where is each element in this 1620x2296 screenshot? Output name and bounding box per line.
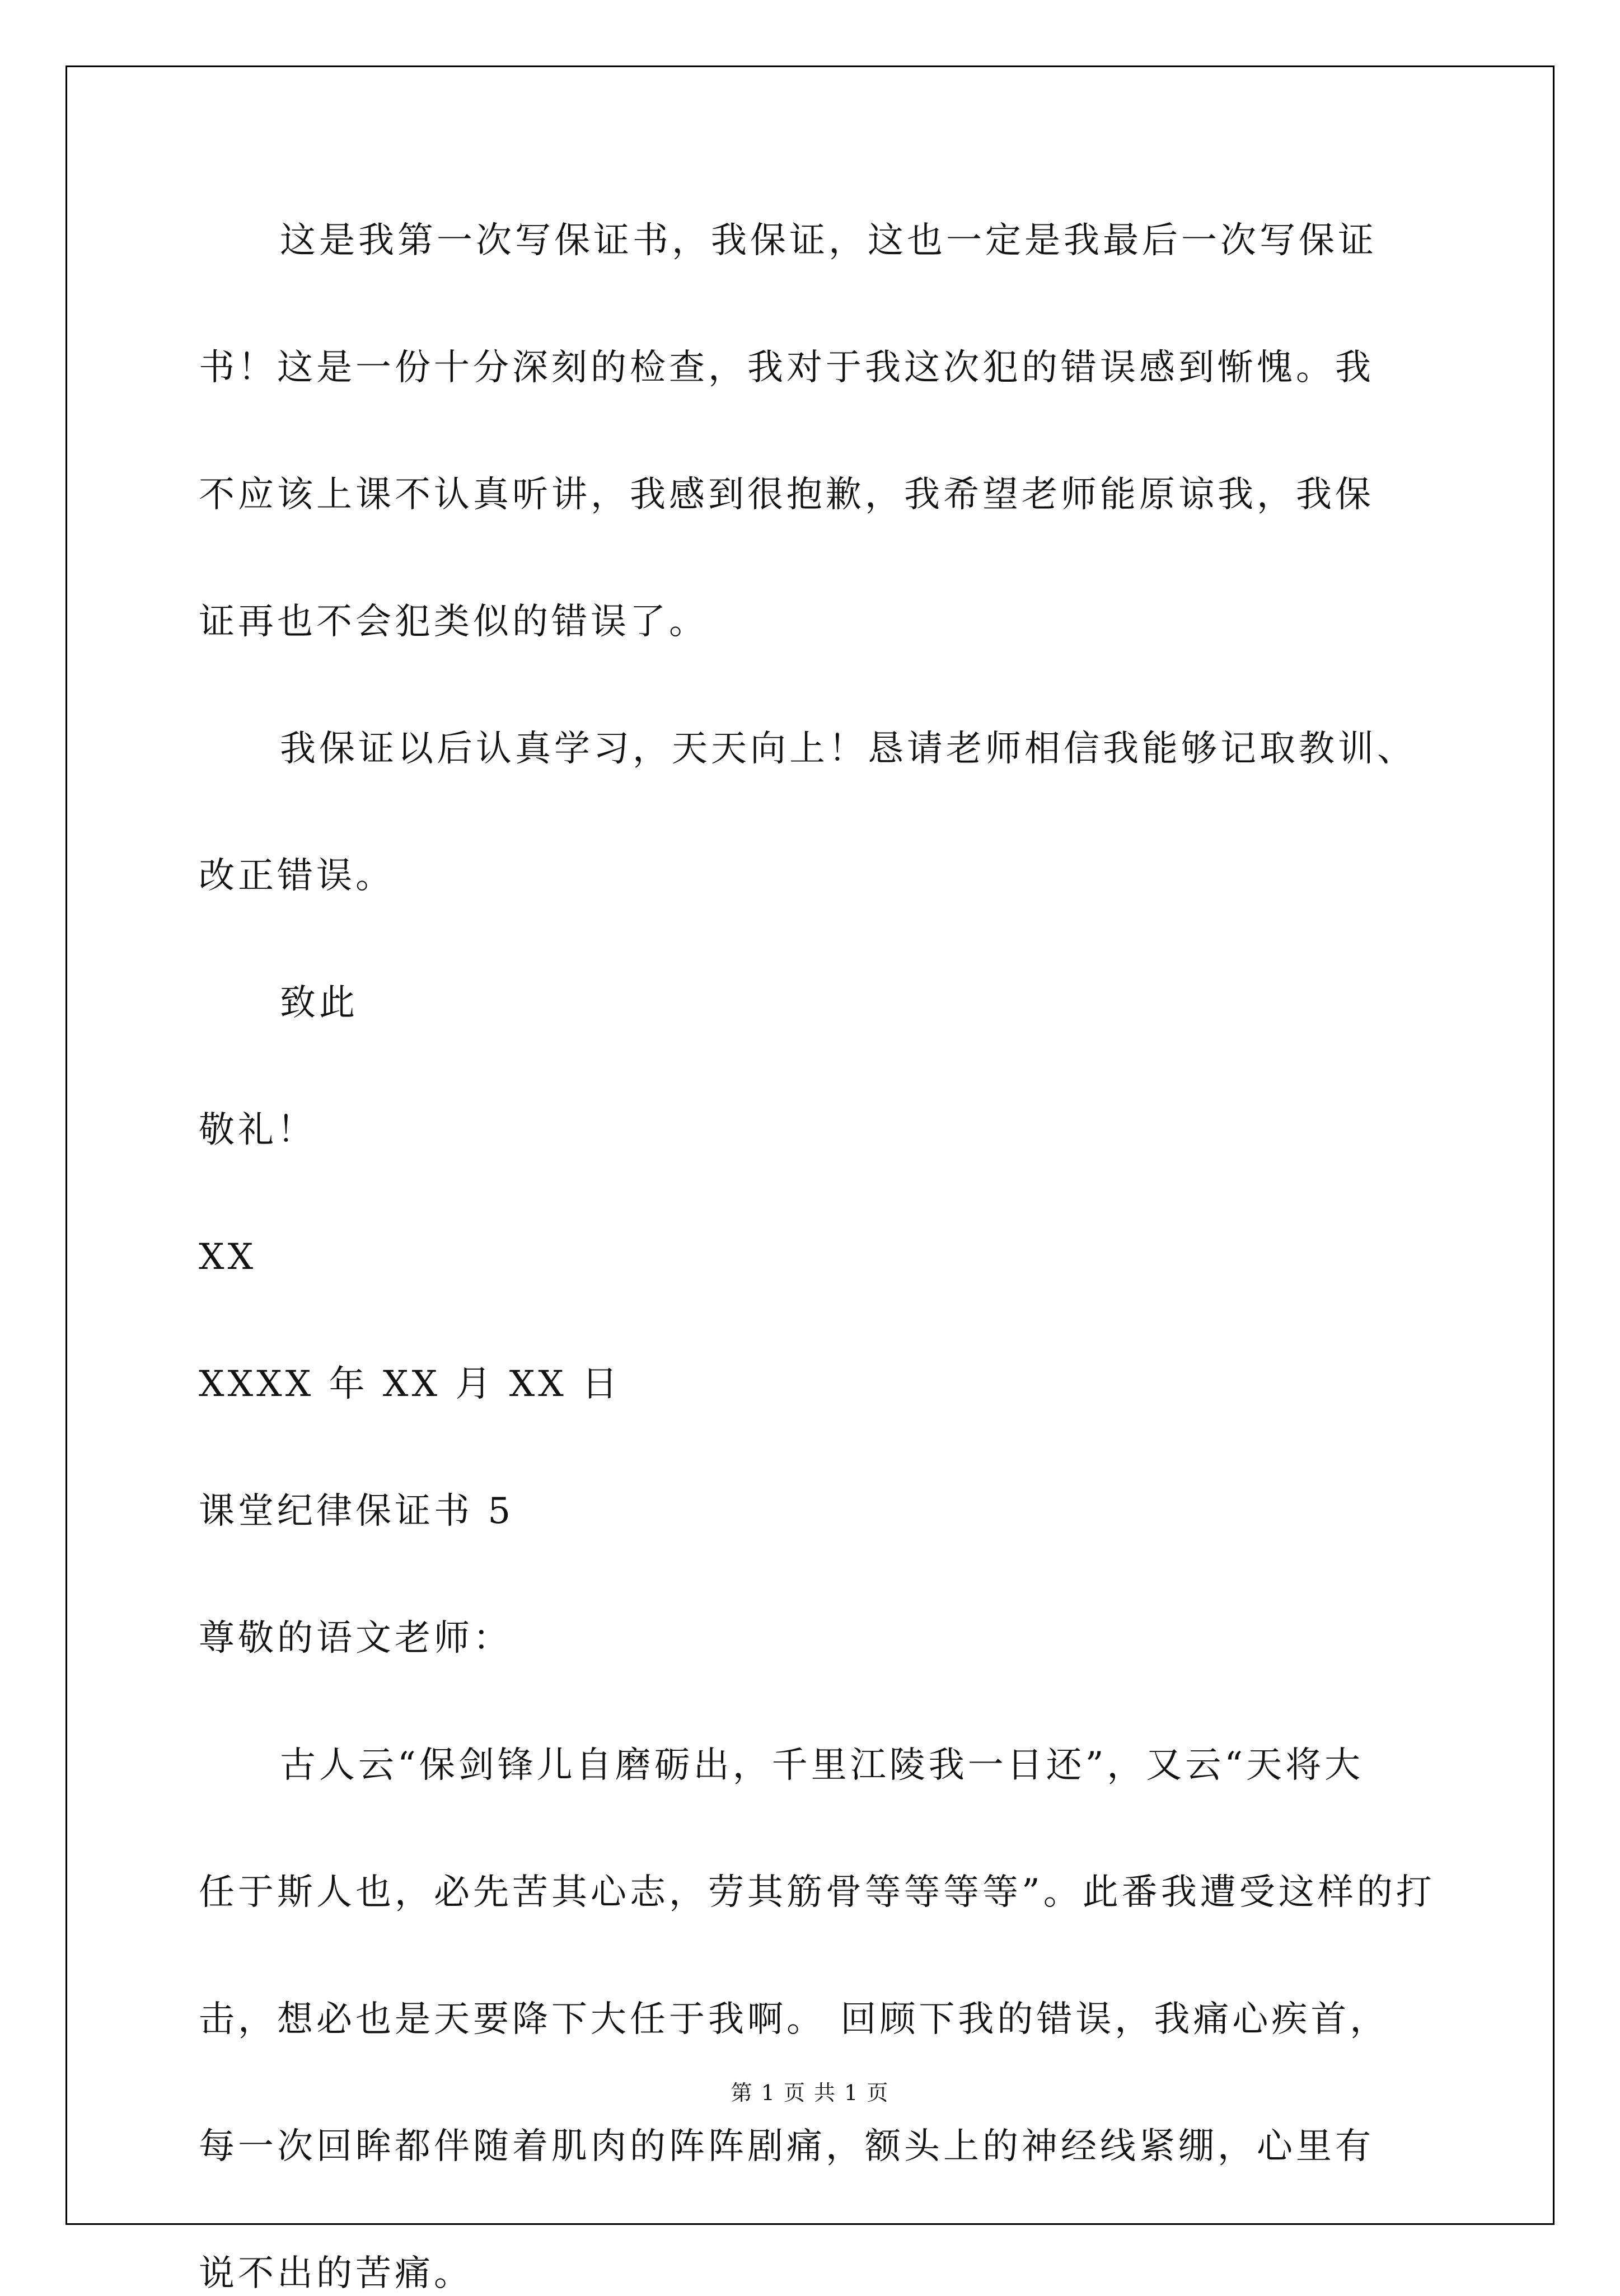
paragraph-1-line-1: 这是我第一次写保证书，我保证，这也一定是我最后一次写保证 <box>280 220 1377 261</box>
closing-line: 致此 <box>280 982 358 1024</box>
paragraph-3-line-2: 任于斯人也，必先苦其心志，劳其筋骨等等等等”。此番我遭受这样的打 <box>199 1872 1435 1913</box>
salutation-line: 敬礼！ <box>199 1109 316 1151</box>
paragraph-1-line-2: 书！这是一份十分深刻的检查，我对于我这次犯的错误感到惭愧。我 <box>199 347 1374 388</box>
paragraph-3-line-1: 古人云“保剑锋儿自磨砺出，千里江陵我一日还”，又云“天将大 <box>280 1745 1364 1786</box>
paragraph-3-line-4: 每一次回眸都伴随着肌肉的阵阵剧痛，额头上的神经线紧绷，心里有 <box>199 2126 1374 2167</box>
section-title: 课堂纪律保证书 5 <box>199 1491 514 1532</box>
paragraph-1-line-4: 证再也不会犯类似的错误了。 <box>199 601 708 643</box>
paragraph-1-line-3: 不应该上课不认真听讲，我感到很抱歉，我希望老师能原谅我，我保 <box>199 474 1374 516</box>
page-number-footer: 第 1 页 共 1 页 <box>731 2081 889 2105</box>
signature-name: XX <box>199 1236 257 1278</box>
signature-date: XXXX 年 XX 月 XX 日 <box>199 1363 621 1405</box>
greeting-line: 尊敬的语文老师： <box>199 1618 512 1659</box>
paragraph-3-line-3: 击，想必也是天要降下大任于我啊。 回顾下我的错误，我痛心疾首， <box>199 1999 1389 2040</box>
paragraph-2-line-2: 改正错误。 <box>199 855 395 897</box>
paragraph-2-line-1: 我保证以后认真学习，天天向上！恳请老师相信我能够记取教训、 <box>280 728 1416 770</box>
paragraph-3-line-5: 说不出的苦痛。 <box>199 2253 473 2294</box>
